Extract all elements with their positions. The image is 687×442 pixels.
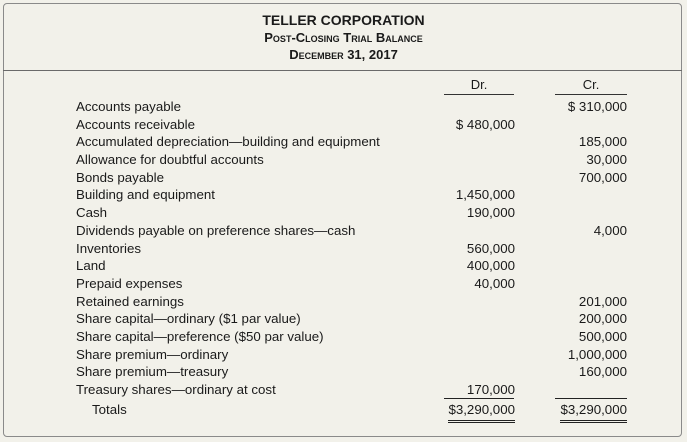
totals-row xyxy=(76,401,636,423)
statement-title: Post-Closing Trial Balance xyxy=(264,30,423,45)
debit-amount: 1,450,000 xyxy=(455,187,515,203)
table-row xyxy=(76,169,636,187)
table-row xyxy=(76,240,636,258)
credit-total: $3,290,000 xyxy=(560,401,627,423)
credit-amount: 4,000 xyxy=(593,222,627,238)
account-name: Land xyxy=(76,258,106,274)
credit-amount: 200,000 xyxy=(578,311,627,327)
credit-column-header xyxy=(555,77,627,95)
account-name: Bonds payable xyxy=(76,169,164,185)
debit-column-header xyxy=(444,77,514,95)
debit-amount: 400,000 xyxy=(466,258,515,274)
credit-amount: 201,000 xyxy=(578,293,627,309)
header-divider xyxy=(3,70,682,71)
debit-amount: 190,000 xyxy=(466,205,515,221)
account-name: Share premium—ordinary xyxy=(76,346,229,362)
account-name: Inventories xyxy=(76,240,142,256)
account-name: Share capital—ordinary ($1 par value) xyxy=(76,311,301,327)
table-row xyxy=(76,133,636,151)
debit-amount: $ 480,000 xyxy=(455,116,515,132)
account-name: Retained earnings xyxy=(76,293,184,309)
table-row xyxy=(76,363,636,381)
account-rows xyxy=(76,98,636,399)
account-name: Building and equipment xyxy=(76,187,215,203)
table-row xyxy=(76,204,636,222)
account-name: Dividends payable on preference shares—cash xyxy=(76,222,356,238)
table-row xyxy=(76,257,636,275)
debit-amount: 560,000 xyxy=(466,240,515,256)
account-name: Share premium—treasury xyxy=(76,364,229,380)
debit-sum-rule xyxy=(444,398,514,399)
credit-amount: 500,000 xyxy=(578,328,627,344)
account-name: Share capital—preference ($50 par value) xyxy=(76,328,324,344)
account-name: Accounts payable xyxy=(76,99,181,114)
account-name: Cash xyxy=(76,205,108,221)
debit-header-label: Dr. xyxy=(444,77,514,95)
credit-sum-rule xyxy=(555,398,627,399)
credit-amount: 1,000,000 xyxy=(567,346,627,362)
debit-amount: 170,000 xyxy=(466,382,515,397)
account-name: Allowance for doubtful accounts xyxy=(76,152,264,168)
table-row xyxy=(76,116,636,134)
credit-amount: 160,000 xyxy=(578,364,627,380)
credit-amount: 185,000 xyxy=(578,134,627,150)
account-name: Accounts receivable xyxy=(76,116,195,132)
table-row xyxy=(76,222,636,240)
totals-label: Totals xyxy=(92,402,127,417)
credit-header-label: Cr. xyxy=(555,77,627,95)
account-name: Prepaid expenses xyxy=(76,275,183,291)
debit-total: $3,290,000 xyxy=(448,401,515,423)
table-row xyxy=(76,293,636,311)
table-row xyxy=(76,328,636,346)
table-row xyxy=(76,381,636,399)
debit-amount: 40,000 xyxy=(474,275,515,291)
table-row xyxy=(76,151,636,169)
credit-amount: 30,000 xyxy=(586,152,627,168)
table-row xyxy=(76,310,636,328)
table-row xyxy=(76,186,636,204)
account-name: Treasury shares—ordinary at cost xyxy=(76,382,276,397)
account-name: Accumulated depreciation—building and equipment xyxy=(76,134,380,150)
table-row xyxy=(76,98,636,116)
company-name: TELLER CORPORATION xyxy=(262,12,425,28)
credit-amount: $ 310,000 xyxy=(567,99,627,114)
table-row xyxy=(76,346,636,364)
table-row xyxy=(76,275,636,293)
credit-amount: 700,000 xyxy=(578,169,627,185)
statement-date: December 31, 2017 xyxy=(289,47,398,62)
